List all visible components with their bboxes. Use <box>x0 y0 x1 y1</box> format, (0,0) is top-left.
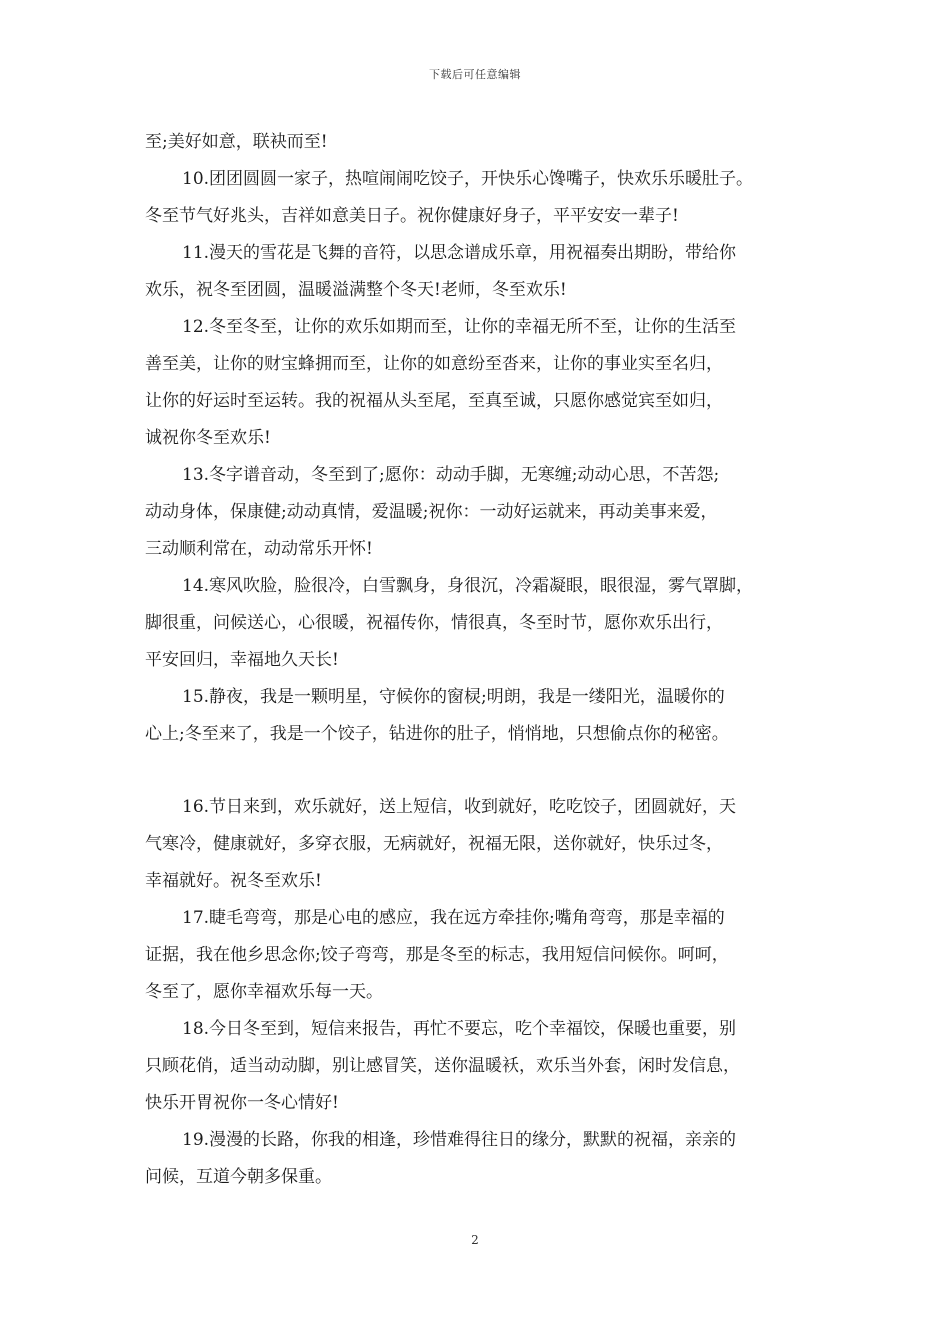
text-line: 让你的好运时至运转。我的祝福从头至尾，至真至诚，只愿你感觉宾至如归， <box>145 391 723 411</box>
text-line: 只顾花俏，适当动动脚，别让感冒笑，送你温暖袄，欢乐当外套，闲时发信息， <box>145 1056 740 1076</box>
document-body <box>145 124 810 1196</box>
blank-line <box>145 753 810 789</box>
text-line: 冬至了，愿你幸福欢乐每一天。 <box>145 982 383 1002</box>
page-number: 2 <box>471 1233 479 1247</box>
text-line: 冬至节气好兆头，吉祥如意美日子。祝你健康好身子，平平安安一辈子! <box>145 206 679 226</box>
text-line: 问候，互道今朝多保重。 <box>145 1167 332 1187</box>
text-line: 动动身体，保康健;动动真情，爱温暖;祝你：一动好运就来，再动美事来爱， <box>145 502 718 522</box>
page-header: 下载后可任意编辑 <box>429 68 521 81</box>
text-line: 诚祝你冬至欢乐! <box>145 428 271 448</box>
text-line: 12.冬至冬至，让你的欢乐如期而至，让你的幸福无所不至，让你的生活至 <box>182 317 737 337</box>
text-line: 16.节日来到，欢乐就好，送上短信，收到就好，吃吃饺子，团圆就好，天 <box>182 797 737 817</box>
text-line: 心上;冬至来了，我是一个饺子，钻进你的肚子，悄悄地，只想偷点你的秘密。 <box>145 724 729 744</box>
text-line: 19.漫漫的长路，你我的相逢，珍惜难得往日的缘分，默默的祝福，亲亲的 <box>182 1130 737 1150</box>
text-line: 11.漫天的雪花是飞舞的音符，以思念谱成乐章，用祝福奏出期盼，带给你 <box>182 243 737 263</box>
text-line: 平安回归，幸福地久天长! <box>145 650 339 670</box>
text-line: 脚很重，问候送心，心很暖，祝福传你，情很真，冬至时节，愿你欢乐出行， <box>145 613 723 633</box>
text-line: 18.今日冬至到，短信来报告，再忙不要忘，吃个幸福饺，保暖也重要，别 <box>182 1019 737 1039</box>
text-line: 14.寒风吹脸，脸很冷，白雪飘身，身很沉，冷霜凝眼，眼很湿，雾气罩脚， <box>182 576 754 596</box>
text-line: 证据，我在他乡思念你;饺子弯弯，那是冬至的标志，我用短信问候你。呵呵， <box>145 945 729 965</box>
text-line: 善至美，让你的财宝蜂拥而至，让你的如意纷至沓来，让你的事业实至名归， <box>145 354 723 374</box>
text-line: 幸福就好。祝冬至欢乐! <box>145 871 322 891</box>
text-line: 17.睫毛弯弯，那是心电的感应，我在远方牵挂你;嘴角弯弯，那是幸福的 <box>182 908 725 928</box>
text-line: 三动顺利常在，动动常乐开怀! <box>145 539 373 559</box>
text-line: 至;美好如意，联袂而至! <box>145 132 328 152</box>
text-line: 快乐开胃祝你一冬心情好! <box>145 1093 339 1113</box>
text-line: 13.冬字谱音动，冬至到了;愿你：动动手脚，无寒缠;动动心思，不苦怨; <box>182 465 720 485</box>
text-line: 15.静夜，我是一颗明星，守候你的窗棂;明朗，我是一缕阳光，温暖你的 <box>182 687 725 707</box>
text-line: 欢乐，祝冬至团圆，温暖溢满整个冬天!老师，冬至欢乐! <box>145 280 567 300</box>
text-line: 10.团团圆圆一家子，热喧闹闹吃饺子，开快乐心馋嘴子，快欢乐乐暖肚子。 <box>182 169 754 189</box>
text-line: 气寒冷，健康就好，多穿衣服，无病就好，祝福无限，送你就好，快乐过冬， <box>145 834 723 854</box>
